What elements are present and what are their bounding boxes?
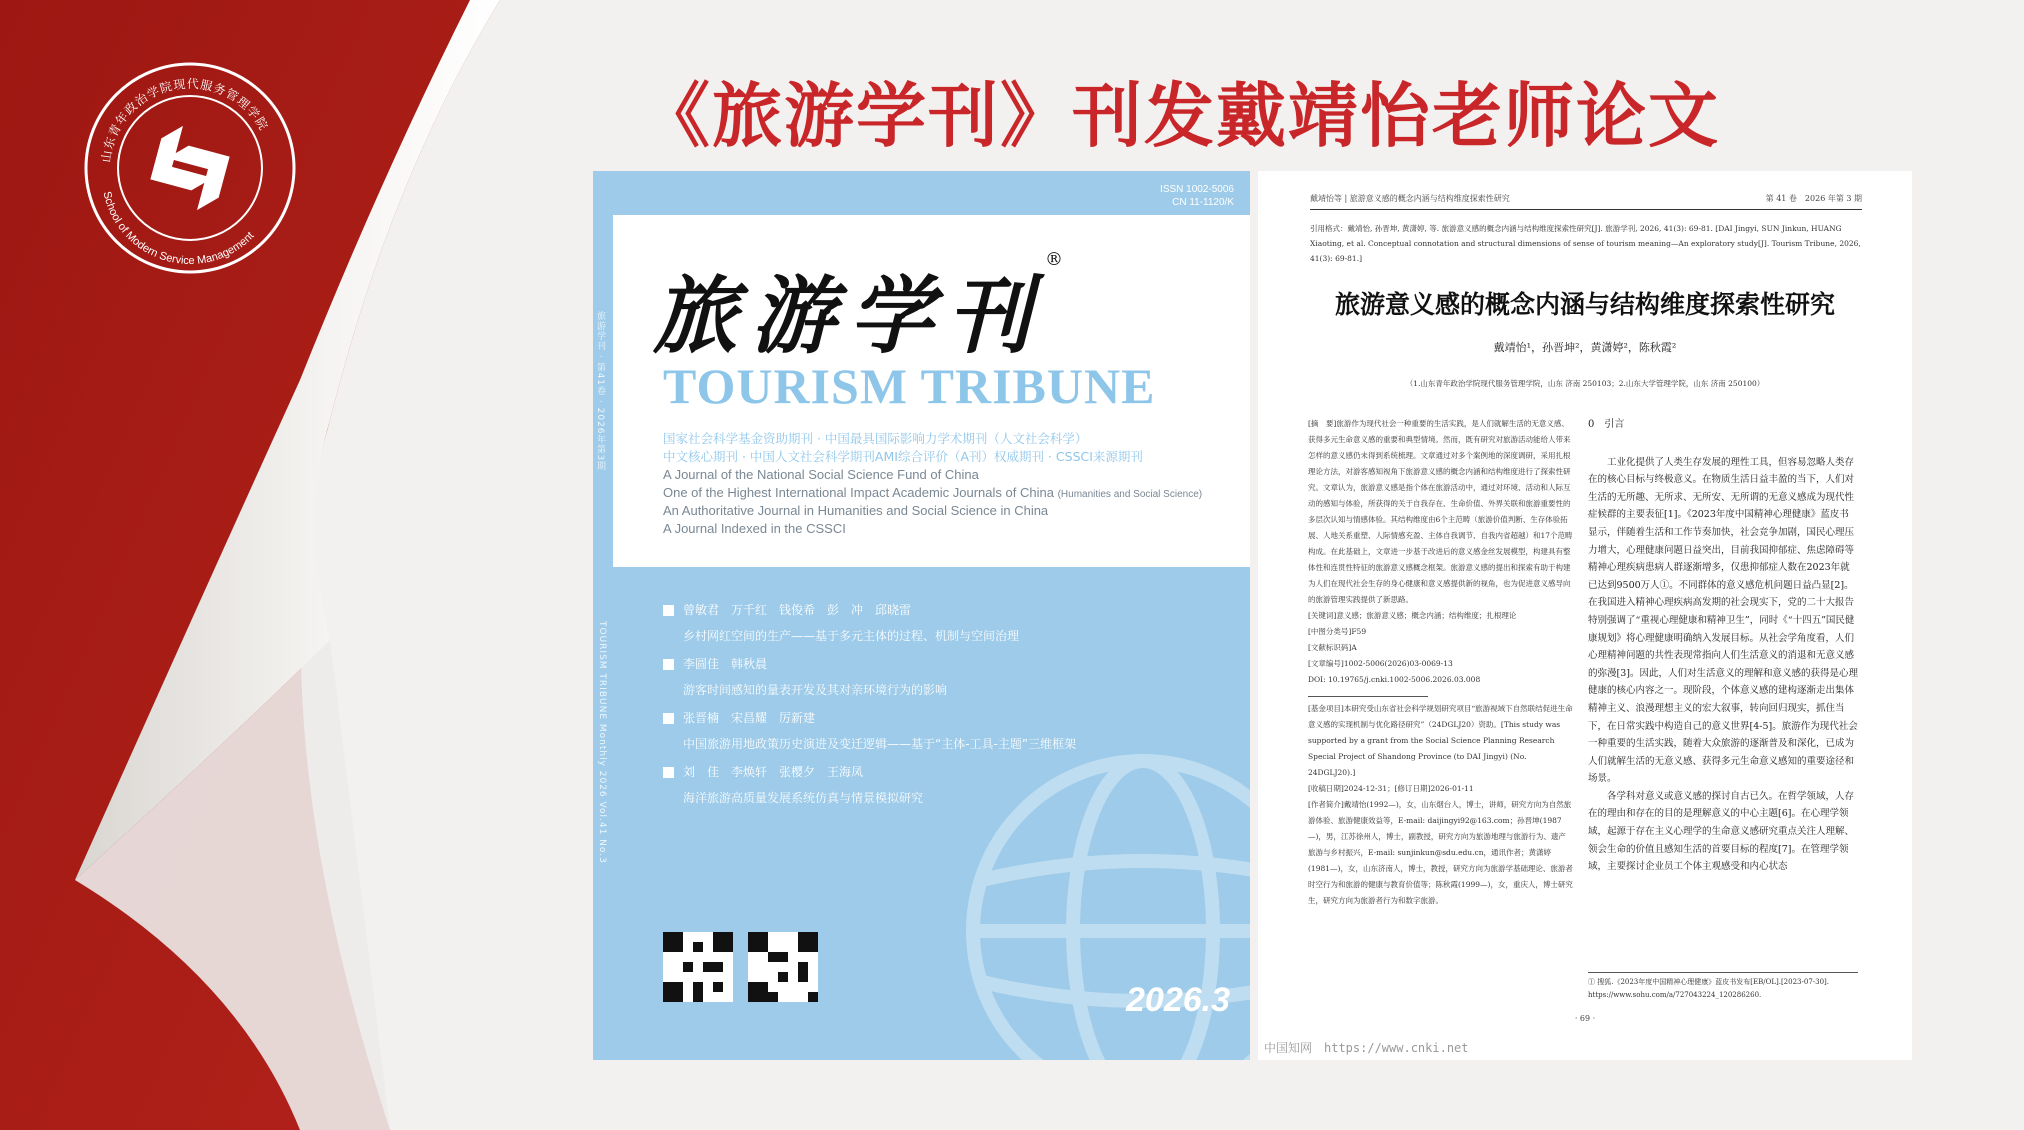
toc-entry[interactable]: 刘 佳 李焕轩 张樱夕 王海凤 海洋旅游高质量发展系统仿真与情景模拟研究 [663,763,1223,807]
cover-en-line: A Journal Indexed in the CSSCI [663,521,846,536]
cover-title-cn: 旅游学刊® [653,249,1064,365]
logo-ring-cn: 山东青年政治学院现代服务管理学院 [99,76,271,164]
page-number: · 69 · [1574,1014,1596,1023]
document-code: [文献标识码]A [1308,643,1357,652]
school-emblem-icon [80,58,300,278]
abstract: [摘 要]旅游作为现代社会一种重要的生活实践，是人们就解生活的无意义感、获得多元生命意义感的重要和典型情境。然而，既有研究对旅游活动能给人带来怎样的意义感仍未得到系统梳理。文章通过对多个案例地的深度调研，采用扎根理论方法，对游客感知视角下旅游意义感的概念内涵和结构维度进行了探索性研究。文章认为，旅游意义感是指个体在旅游活动中，通过对环境、活动和人际互动的感知与体验，所获得的关于自我存在、生命价值、外界关联和旅游重要性的多层次认知与情感体验。其结构维度由6个主范畴（旅游价值判断、生存体验拓展、人地关系重塑、人际情感充盈、主体自我调节、自我内省超越）和17个范畴构成。在此基础上，文章进一步基于改进后的意义感金丝发展模型，构建具有整体性和连贯性特征的旅游意义感概念框架。旅游意义感的提出和探索有助于构建为人们在现代社会生存的身心健康和意义感提供新的视角，也为促进意义感导向的旅游管理实践提供了新思路。 [1308,419,1573,604]
article-title: 旅游意义感的概念内涵与结构维度探索性研究 [1334,290,1835,319]
cover-tagline-1: 国家社会科学基金资助期刊 · 中国最具国际影响力学术期刊（人文社会科学） [663,431,1088,446]
cover-issn: ISSN 1002-5006 CN 11-1120/K [1160,184,1234,208]
cover-issue-number: 2026.3 [1126,981,1230,1019]
running-head-left: 戴靖怡等 | 旅游意义感的概念内涵与结构维度探索性研究 [1310,194,1510,203]
intro-paragraph: 各学科对意义或意义感的探讨自古已久。在哲学领域，人存在的理由和存在的目的是理解意义的中心主题[6]。在心理学领域，起源于存在主义心理学的生命意义感研究重点关注人理解、领会生命的价值且感知生活的首要目标的程度[7]。在管理学领域，主要探讨企业员工个体主观感受和内心状态 [1588,790,1855,873]
toc-entry[interactable]: 曾敏君 万千红 钱俊希 彭 冲 邱晓雷 乡村网红空间的生产——基于多元主体的过程、机制与空间治理 [663,601,1223,645]
keywords: [关键词]意义感；旅游意义感；概念内涵；结构维度；扎根理论 [1308,611,1517,620]
toc-entry[interactable]: 张晋楠 宋昌耀 厉新建 中国旅游用地政策历史演进及变迁逻辑——基于“主体-工具-主题”三维框架 [663,709,1223,753]
cover-en-line: One of the Highest International Impact Academic Journals of China (Humanities and Social Science) [663,485,1203,500]
cover-spine-en: TOURISM TRIBUNE Monthly 2026 Vol.41 No.3 [597,621,607,864]
cover-spine-cn: 旅游学刊 · 第41卷 · 2026年第3期 [595,311,605,472]
running-head [1310,193,1862,210]
citation-format: 引用格式：戴靖怡, 孙晋坤, 黄潇婷, 等. 旅游意义感的概念内涵与结构维度探索性研究[J]. 旅游学刊, 2026, 41(3): 69-81. [DAI Jingyi, SUN Jinkun, HUANG Xiaoting, et al. Conceptual connotation and structural dimensions of sense of tourism meaning—An exploratory study[J]. Tourism Tribune, 2026, 41(3): 69-81.] [1310,224,1861,263]
divider [1308,696,1428,697]
funding-note: [基金项目]本研究受山东省社会科学规划研究项目“旅游视域下自然联结促进生命意义感的实现机制与优化路径研究”（24DGLJ20）资助。[This study was supported by a grant from the Social Science Planning Research Special Project of Shandong Province (to DAI Jingyi) (No. 24DGLJ20).] [1308,704,1573,777]
toc-entry[interactable]: 李圆佳 韩秋晨 游客时间感知的量表开发及其对亲环境行为的影响 [663,655,1223,699]
intro-column [1588,416,1858,876]
article-number: [文章编号]1002-5006(2026)03-0069-13 [1308,659,1453,668]
qr-code-icon[interactable] [748,932,818,1002]
author-bio: [作者简介]戴靖怡(1992—)，女，山东烟台人，博士，讲师，研究方向为自然旅游体验、旅游健康效益等，E-mail: daijingyi92@163.com；孙晋坤(1987—)，男，江苏徐州人，博士，副教授，研究方向为旅游地理与旅游行为、遗产旅游与乡村振兴，E-mail: sunjinkun@sdu.edu.cn，通讯作者；黄潇婷(1981—)，女，山东济南人，博士，教授，研究方向为旅游学基础理论、旅游者时空行为和旅游的健康与教育价值等；陈秋霞(1999—)，女，重庆人，博士研究生，研究方向为旅游者行为和数字旅游。 [1308,800,1573,905]
svg-text:School of Modern Service Manag [101,190,257,267]
article-authors: 戴靖怡¹，孙晋坤²，黄潇婷²，陈秋霞² [1493,341,1677,354]
cover-en-line: An Authoritative Journal in Humanities and Social Science in China [663,503,1049,518]
article-affiliation: （1.山东青年政治学院现代服务管理学院，山东 济南 250103；2.山东大学管理学院，山东 济南 250100） [1405,379,1765,388]
abstract-column [1308,416,1573,909]
article-page [1258,171,1912,1060]
qr-code-icon[interactable] [663,932,733,1002]
clc-number: [中图分类号]F59 [1308,627,1367,636]
cover-title-en: TOURISM TRIBUNE [663,358,1156,414]
received-dates: [收稿日期]2024-12-31；[修订日期]2026-01-11 [1308,784,1474,793]
cover-toc [663,601,1223,817]
doi[interactable]: DOI: 10.19765/j.cnki.1002-5006.2026.03.008 [1308,675,1481,684]
school-logo [80,58,300,278]
running-head-right: 第 41 卷 2026 年第 3 期 [1765,194,1862,203]
logo-ring-en: School of Modern Service Management [100,190,257,268]
intro-paragraph: 工业化提供了人类生存发展的理性工具，但容易忽略人类存在的核心目标与终极意义。在物质生活日益丰盈的当下，人们对生活的无所趣、无所求、无所安、无所谓的无意义感成为现代性症候群的主要表征[1]。《2023年度中国精神心理健康》蓝皮书显示，伴随着生活和工作节奏加快，社会竞争加剧，国民心理压力增大，心理健康问题日益突出，目前我国抑郁症、焦虑障碍等精神心理疾病患病人群逐渐增多，仅患抑郁症人数在2023年就已达到9500万人①。不同群体的意义感危机问题日益凸显[2]。在我国进入精神心理疾病高发期的社会现实下，党的二十大报告特别强调了“重视心理健康和精神卫生”，同时《“十四五”国民健康规划》将心理健康明确纳入发展目标。从社会学角度看，人们心理精神问题的共性表现常指向人们生活意义的消退和无意义感的弥漫[3]。因此，人们对生活意义的理解和意义感的获得是心理健康的核心内容之一。现阶段，个体意义感的建构逐渐走出集体精神主义、浪漫理想主义的宏大叙事，转向回归现实，抓住当下，在日常实践中构造自己的意义世界[4-5]。旅游作为现代社会一种重要的生活实践，随着大众旅游的逐渐普及和深化，已成为人们就解生活的无意义感、获得多元生命意义感知的重要途径和场景。 [1588,456,1858,785]
footnote: ① 搜狐.《2023年度中国精神心理健康》蓝皮书发布[EB/OL].[2023-07-30]. https://www.sohu.com/a/727043224_120286260. [1588,972,1858,1002]
intro-heading: 0 引言 [1588,419,1625,430]
cnki-watermark: 中国知网 https://www.cnki.net [1264,1041,1469,1055]
cover-en-line: A Journal of the National Social Science Fund of China [663,467,979,482]
journal-cover [593,171,1250,1060]
page-headline: 《旅游学刊》刊发戴靖怡老师论文 [640,75,1720,157]
cover-tagline-2: 中文核心期刊 · 中国人文社会科学期刊AMI综合评价（A刊）权威期刊 · CSSCI来源期刊 [663,449,1143,464]
